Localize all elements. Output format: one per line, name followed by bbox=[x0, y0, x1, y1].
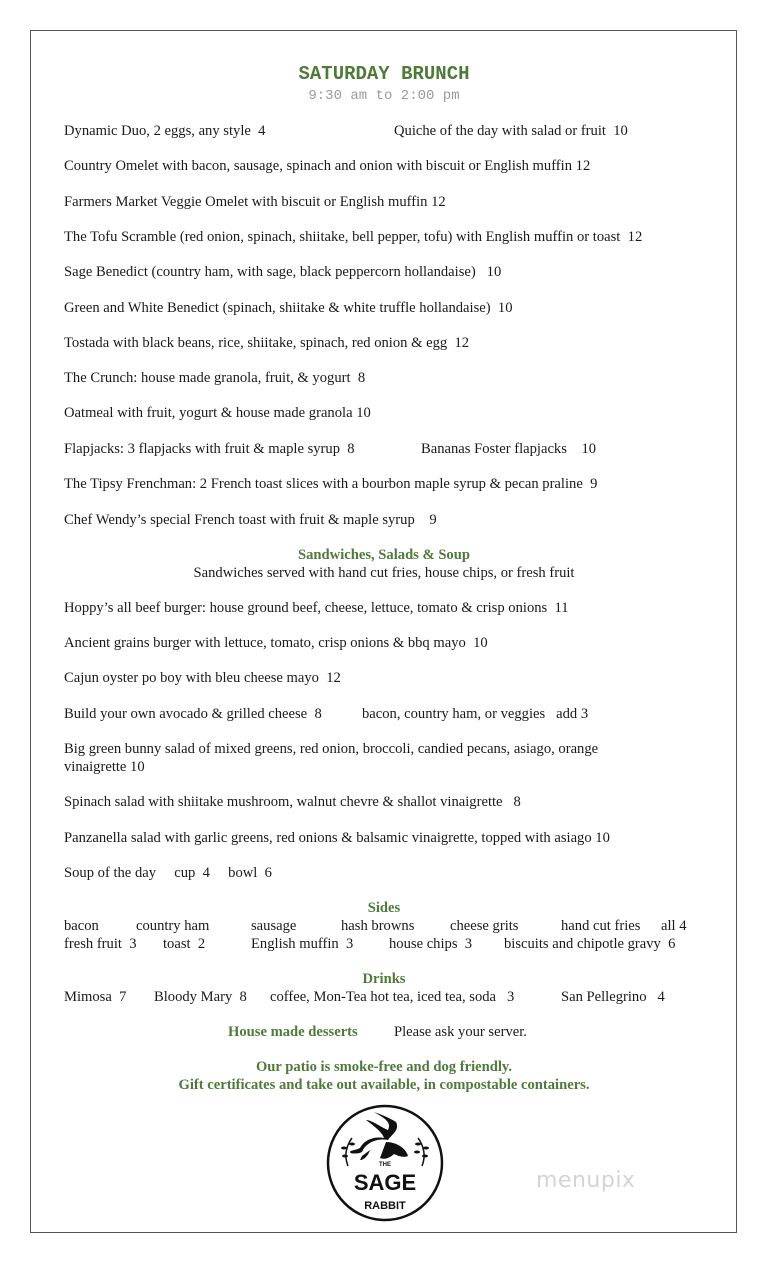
sage-rabbit-logo bbox=[326, 1104, 444, 1222]
logo-sage: SAGE bbox=[353, 1170, 417, 1195]
menu-item: Cajun oyster po boy with bleu cheese mayo 12 bbox=[64, 670, 341, 686]
side-item: fresh fruit 3 bbox=[64, 936, 137, 952]
menu-item: The Tipsy Frenchman: 2 French toast slices with a bourbon maple syrup & pecan praline 9 bbox=[64, 476, 598, 492]
menu-item: Panzanella salad with garlic greens, red onions & balsamic vinaigrette, topped with asiago 10 bbox=[64, 830, 610, 846]
menu-item: Dynamic Duo, 2 eggs, any style 4 bbox=[64, 123, 266, 139]
side-item: hash browns bbox=[341, 918, 415, 934]
menu-item: The Crunch: house made granola, fruit, & yogurt 8 bbox=[64, 370, 366, 386]
menu-title: SATURDAY BRUNCH bbox=[298, 63, 470, 85]
section-heading-sides: Sides bbox=[367, 900, 401, 916]
menu-item: Tostada with black beans, rice, shiitake, spinach, red onion & egg 12 bbox=[64, 335, 470, 351]
side-item: bacon bbox=[64, 918, 99, 934]
menu-item: Build your own avocado & grilled cheese 8 bbox=[64, 706, 322, 722]
menupix-watermark: menupix bbox=[536, 1168, 636, 1193]
side-item: hand cut fries bbox=[561, 918, 641, 934]
menu-item: Chef Wendy’s special French toast with fruit & maple syrup 9 bbox=[64, 512, 437, 528]
side-item: house chips 3 bbox=[389, 936, 473, 952]
desserts-heading: House made desserts bbox=[228, 1024, 358, 1040]
menu-hours: 9:30 am to 2:00 pm bbox=[308, 88, 460, 104]
menu-item: vinaigrette 10 bbox=[64, 759, 145, 775]
drink-item: coffee, Mon-Tea hot tea, iced tea, soda 3 bbox=[270, 989, 515, 1005]
footer-patio: Our patio is smoke-free and dog friendly. bbox=[255, 1059, 513, 1075]
menu-item: Farmers Market Veggie Omelet with biscuit or English muffin 12 bbox=[64, 194, 446, 210]
menu-item: Green and White Benedict (spinach, shiitake & white truffle hollandaise) 10 bbox=[64, 300, 513, 316]
menu-item: Flapjacks: 3 flapjacks with fruit & maple syrup 8 bbox=[64, 441, 355, 457]
section-heading-sandwiches: Sandwiches, Salads & Soup bbox=[298, 547, 470, 563]
menu-item: bacon, country ham, or veggies add 3 bbox=[362, 706, 589, 722]
logo-rabbit: RABBIT bbox=[364, 1200, 406, 1212]
side-item: biscuits and chipotle gravy 6 bbox=[504, 936, 676, 952]
side-item: sausage bbox=[251, 918, 297, 934]
menu-item: Country Omelet with bacon, sausage, spinach and onion with biscuit or English muffin 12 bbox=[64, 158, 591, 174]
menu-item: Ancient grains burger with lettuce, tomato, crisp onions & bbq mayo 10 bbox=[64, 635, 488, 651]
section-subtitle: Sandwiches served with hand cut fries, house chips, or fresh fruit bbox=[193, 565, 575, 581]
menu-item: Quiche of the day with salad or fruit 10 bbox=[394, 123, 628, 139]
drink-item: San Pellegrino 4 bbox=[561, 989, 665, 1005]
menu-item: Oatmeal with fruit, yogurt & house made granola 10 bbox=[64, 405, 371, 421]
menu-item: Bananas Foster flapjacks 10 bbox=[421, 441, 597, 457]
side-item: country ham bbox=[136, 918, 210, 934]
drink-item: Mimosa 7 bbox=[64, 989, 127, 1005]
logo-the: THE bbox=[379, 1162, 391, 1168]
desserts-note: Please ask your server. bbox=[394, 1024, 527, 1040]
side-price: all 4 bbox=[661, 918, 687, 934]
menu-item: Spinach salad with shiitake mushroom, walnut chevre & shallot vinaigrette 8 bbox=[64, 794, 521, 810]
side-item: cheese grits bbox=[450, 918, 519, 934]
side-item: English muffin 3 bbox=[251, 936, 354, 952]
menu-item: The Tofu Scramble (red onion, spinach, shiitake, bell pepper, tofu) with English muffin or toast 12 bbox=[64, 229, 643, 245]
menu-item: Sage Benedict (country ham, with sage, black peppercorn hollandaise) 10 bbox=[64, 264, 502, 280]
menu-item: Hoppy’s all beef burger: house ground beef, cheese, lettuce, tomato & crisp onions 11 bbox=[64, 600, 569, 616]
section-heading-drinks: Drinks bbox=[362, 971, 406, 987]
drink-item: Bloody Mary 8 bbox=[154, 989, 247, 1005]
menu-item: Soup of the day cup 4 bowl 6 bbox=[64, 865, 272, 881]
footer-gift: Gift certificates and take out available, in compostable containers. bbox=[178, 1077, 590, 1093]
side-item: toast 2 bbox=[163, 936, 206, 952]
menu-item: Big green bunny salad of mixed greens, red onion, broccoli, candied pecans, asiago, orange bbox=[64, 741, 599, 757]
